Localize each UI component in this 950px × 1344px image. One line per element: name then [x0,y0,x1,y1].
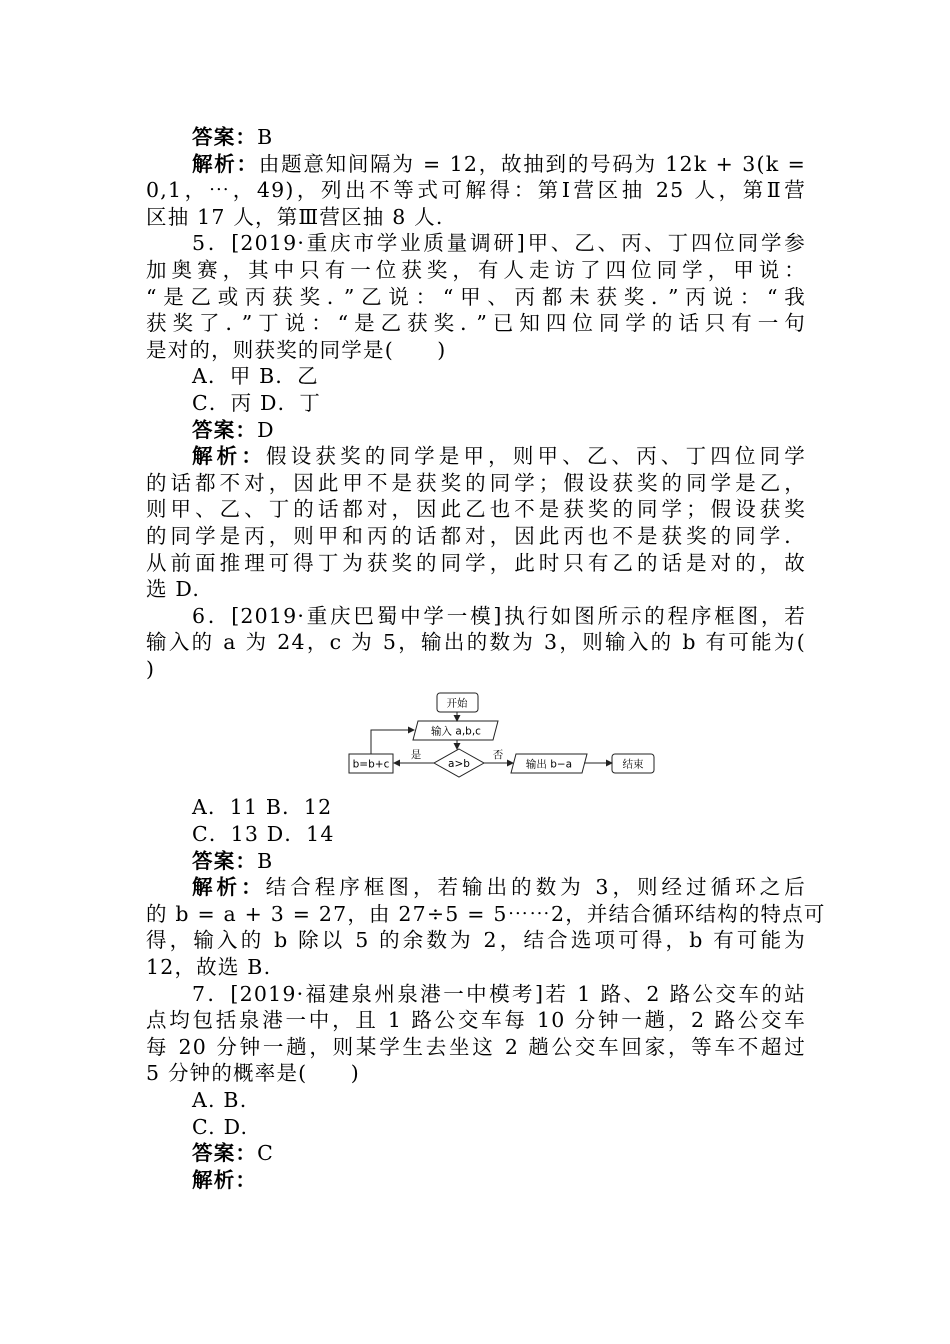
q7-answer-line [146,1140,806,1167]
q5-analysis-line: 从前面推理可得丁为获奖的同学，此时只有乙的话是对的，故 [146,550,806,575]
flow-yes-label: 是 [410,749,422,762]
flow-no-label: 否 [492,749,504,762]
q6-analysis-line: 12，故选 B. [146,955,272,980]
q5-analysis-line: 则甲、乙、丁的话都对，因此乙也不是获奖的同学；假设获奖 [146,497,806,522]
q6-option-line: A．11 B．12 [192,795,333,820]
flow-assign-label: b=b+c [352,758,390,771]
answer-value: D [257,417,275,442]
analysis-label: 解析： [192,151,259,176]
q5-analysis-line: 的同学是丙，则甲和丙的话都对，因此丙也不是获奖的同学． [146,523,806,548]
q6-stem-line: ) [146,656,156,681]
q5-stem-line: “是乙或丙获奖．”乙说：“甲、丙都未获奖．”丙说：“我 [146,284,806,309]
flow-end-label: 结束 [622,758,644,771]
flowchart [146,682,806,794]
q5-analysis-line: 的话都不对，因此甲不是获奖的同学；假设获奖的同学是乙， [146,470,806,495]
q7-analysis-line [146,1167,806,1194]
flow-output-label: 输出 b−a [525,758,573,771]
analysis-text: 由题意知间隔为 = 12，故抽到的号码为 12k + 3(k = [258,151,806,176]
q4-analysis-line: 区抽 17 人，第Ⅲ营区抽 8 人. [146,204,444,229]
flow-condition-label: a>b [448,758,470,771]
q6-analysis-line: 的 b = a + 3 = 27，由 27÷5 = 5⋯⋯2，并结合循环结构的特点可 [146,901,826,926]
q6-stem-line: 6．[2019·重庆巴蜀中学一模]执行如图所示的程序框图，若 [192,603,806,628]
answer-value: C [257,1141,274,1166]
analysis-text: 假设获奖的同学是甲，则甲、乙、丙、丁四位同学 [266,444,806,469]
q7-option-line: A. B. [192,1088,248,1112]
q6-analysis-line: 得，输入的 b 除以 5 的余数为 2，结合选项可得，b 有可能为 [146,928,806,953]
q5-option-line: C．丙 D．丁 [192,390,322,415]
flow-loop-arrow [371,730,414,754]
answer-label: 答案： [192,848,258,873]
q5-option-line: A．甲 B．乙 [192,364,319,389]
answer-value: B [257,848,274,873]
analysis-text: 结合程序框图，若输出的数为 3，则经过循环之后 [265,875,806,900]
q4-analysis-line [146,151,806,178]
q6-option-line: C．13 D．14 [192,822,335,847]
answer-label: 答案： [192,417,258,442]
q5-stem-line: 获奖了．”丁说：“是乙获奖．”已知四位同学的话只有一句 [146,311,806,336]
q4-analysis-line: 0,1，⋯，49)，列出不等式可解得：第Ⅰ营区抽 25 人，第Ⅱ营 [146,178,806,203]
analysis-label: 解析： [192,875,266,900]
q5-stem-line: 加奥赛，其中只有一位获奖，有人走访了四位同学，甲说： [146,257,806,282]
flowchart-svg [146,682,806,794]
flow-start-label: 开始 [446,697,468,710]
q7-stem-line: 每 20 分钟一趟，则某学生去坐这 2 趟公交车回家，等车不超过 [146,1034,806,1059]
q7-stem-line: 点均包括泉港一中，且 1 路公交车每 10 分钟一趟，2 路公交车 [146,1008,806,1033]
flow-input-label: 输入 a,b,c [431,725,481,738]
q6-analysis-line [146,874,806,901]
q7-stem-line: 7．[2019·福建泉州泉港一中模考]若 1 路、2 路公交车的站 [192,981,806,1006]
document-page [146,124,826,1193]
answer-value: B [257,125,274,149]
q5-analysis-line: 选 D. [146,577,201,602]
analysis-label: 解析： [192,1167,258,1192]
q6-answer-line [146,848,806,875]
q7-option-line: C. D. [192,1114,249,1139]
q5-answer-line [146,417,806,444]
q5-analysis-line [146,443,806,470]
answer-label: 答案： [192,1141,258,1166]
q7-stem-line: 5 分钟的概率是( ) [146,1061,360,1086]
q6-stem-line: 输入的 a 为 24，c 为 5，输出的数为 3，则输入的 b 有可能为( [146,630,806,655]
q5-stem-line: 5．[2019·重庆市学业质量调研]甲、乙、丙、丁四位同学参 [192,231,806,256]
answer-label: 答案： [192,125,258,149]
q4-answer-line [146,124,806,151]
analysis-label: 解析： [192,444,267,469]
q5-stem-line: 是对的，则获奖的同学是( ) [146,337,447,362]
